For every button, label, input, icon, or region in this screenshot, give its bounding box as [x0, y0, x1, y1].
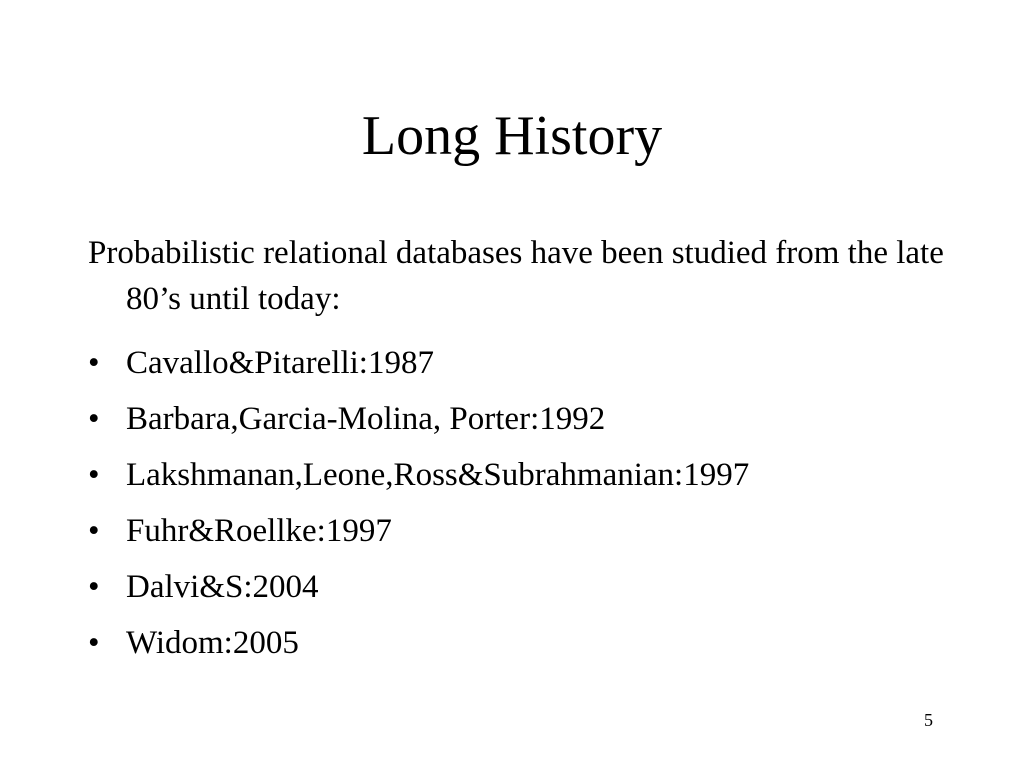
bullet-icon: • [88, 569, 100, 605]
intro-paragraph: Probabilistic relational databases have been studied from the late 80’s until today: [88, 235, 944, 317]
list-item [88, 396, 749, 442]
list-item [88, 508, 749, 554]
bullet-icon: • [88, 625, 100, 661]
list-item-text: Dalvi&S:2004 [126, 569, 319, 605]
list-item-text: Fuhr&Roellke:1997 [126, 513, 392, 549]
slide-title: Long History [361, 105, 663, 167]
list-item-text: Lakshmanan,Leone,Ross&Subrahmanian:1997 [126, 457, 750, 493]
bullet-icon: • [88, 401, 100, 437]
bullet-icon: • [88, 513, 100, 549]
list-item [88, 452, 749, 498]
list-item-text: Widom:2005 [126, 625, 299, 661]
bullet-list [88, 340, 749, 676]
list-item [88, 564, 749, 610]
bullet-icon: • [88, 457, 100, 493]
list-item-text: Barbara,Garcia-Molina, Porter:1992 [126, 401, 606, 437]
list-item [88, 620, 749, 666]
bullet-icon: • [88, 345, 100, 381]
list-item-text: Cavallo&Pitarelli:1987 [126, 345, 434, 381]
list-item [88, 340, 749, 386]
page-number: 5 [924, 710, 933, 730]
